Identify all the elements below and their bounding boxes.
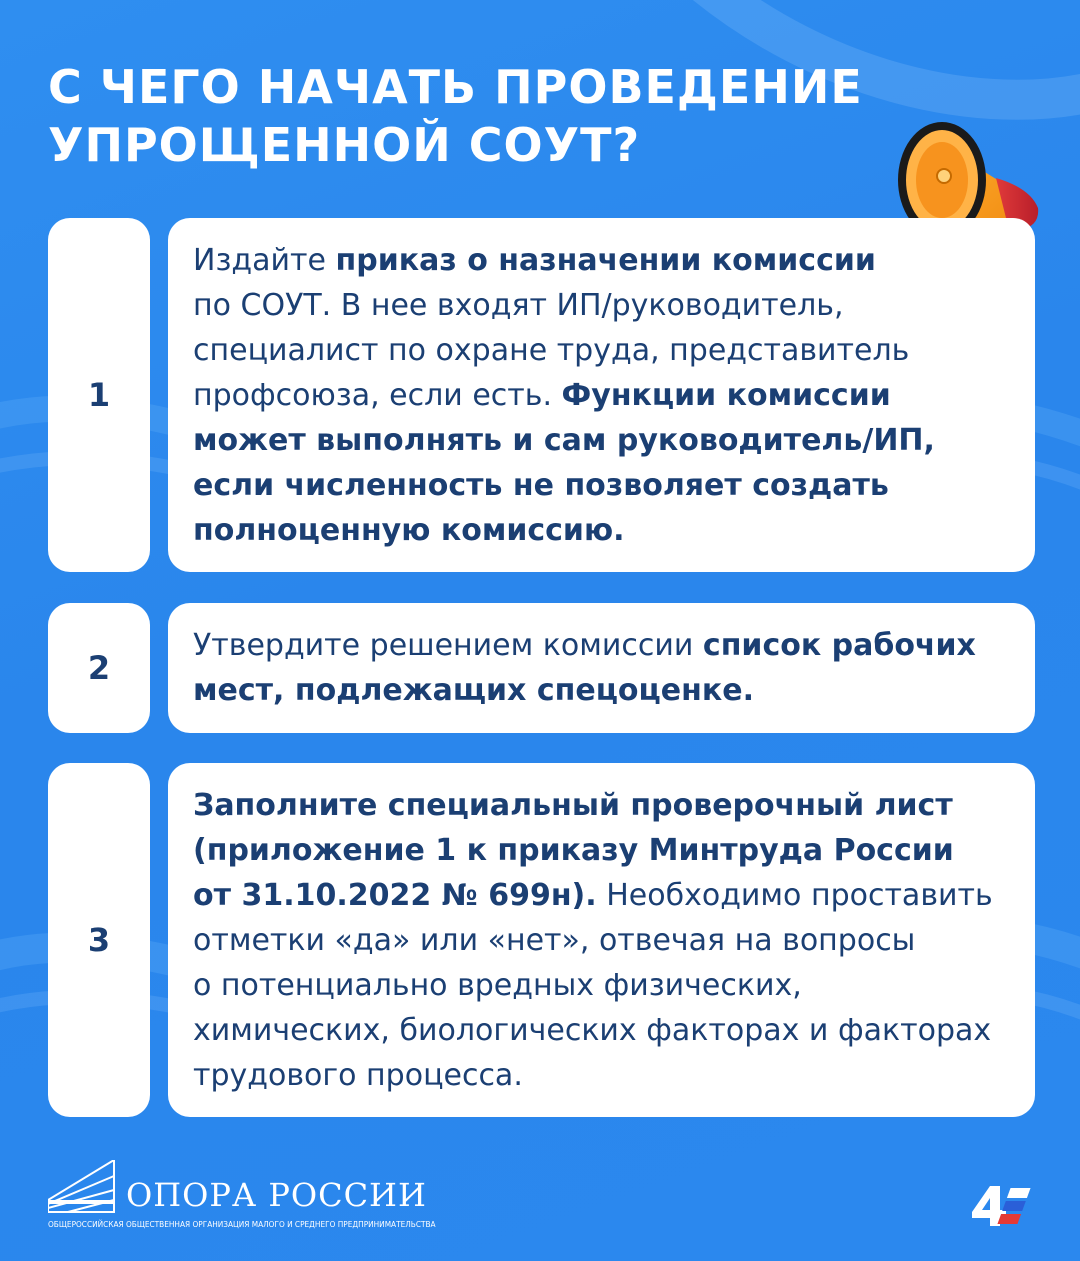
step-3-line: от 31.10.2022 № 699н). Необходимо проставить <box>193 877 993 913</box>
step-1-line: специалист по охране труда, представитель <box>193 332 910 368</box>
step-1-line: профсоюза, если есть. Функции комиссии <box>193 377 891 413</box>
step-1-line: может выполнять и сам руководитель/ИП, <box>193 422 935 458</box>
step-3-line: трудового процесса. <box>193 1057 523 1093</box>
step-card-1 <box>168 218 1035 572</box>
step-1-line: полноценную комиссию. <box>193 512 625 548</box>
logo-subtitle: ОБЩЕРОССИЙСКАЯ ОБЩЕСТВЕННАЯ ОРГАНИЗАЦИЯ МАЛОГО И СРЕДНЕГО ПРЕДПРИНИМАТЕЛЬСТВА <box>48 1219 436 1229</box>
logo-name: ОПОРА РОССИИ <box>126 1176 427 1214</box>
step-3-line: химических, биологических факторах и факторах <box>193 1012 992 1048</box>
opora-logo-icon <box>48 1160 118 1216</box>
step-3-line: (приложение 1 к приказу Минтруда России <box>193 832 954 868</box>
page-title <box>48 58 863 174</box>
step-1-line: Издайте приказ о назначении комиссии <box>193 242 876 278</box>
step-2-line: Утвердите решением комиссии список рабочих <box>193 628 976 663</box>
step-2-line: мест, подлежащих спецоценке. <box>193 673 754 708</box>
step-number-3: 3 <box>48 763 150 1117</box>
step-number-2: 2 <box>48 603 150 733</box>
step-card-3 <box>168 763 1035 1117</box>
step-number-1: 1 <box>48 218 150 572</box>
title-line-1: С ЧЕГО НАЧАТЬ ПРОВЕДЕНИЕ <box>48 60 863 114</box>
step-3-line: отметки «да» или «нет», отвечая на вопросы <box>193 922 916 958</box>
title-line-2: УПРОЩЕННОЙ СОУТ? <box>48 118 641 172</box>
channel-4-logo-icon <box>968 1184 1036 1228</box>
step-3-line: Заполните специальный проверочный лист <box>193 787 953 823</box>
step-card-2 <box>168 603 1035 733</box>
step-3-line: о потенциально вредных физических, <box>193 967 802 1003</box>
step-1-line: если численность не позволяет создать <box>193 467 889 503</box>
step-1-line: по СОУТ. В нее входят ИП/руководитель, <box>193 287 844 323</box>
